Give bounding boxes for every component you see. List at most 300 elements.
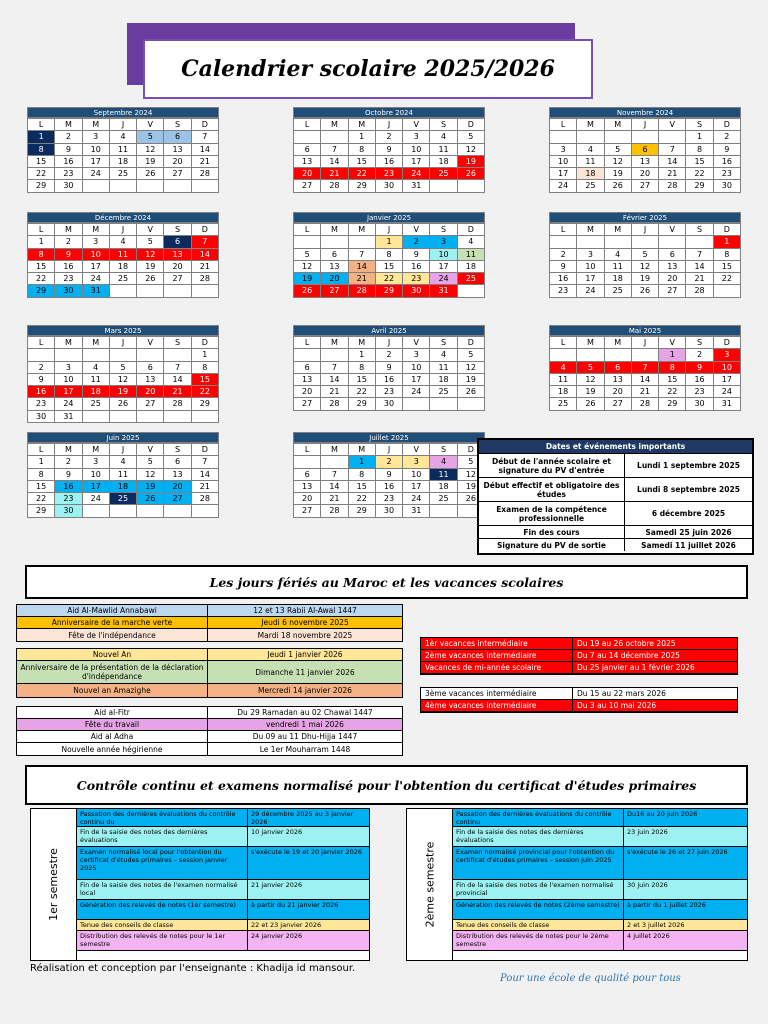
day-cell: 22	[659, 386, 686, 398]
holiday-date: Jeudi 6 novembre 2025	[208, 617, 402, 628]
day-cell	[430, 505, 457, 517]
day-cell	[137, 180, 164, 192]
weekday-header: D	[458, 224, 485, 236]
holiday-name: Nouvel An	[17, 649, 208, 660]
day-cell: 24	[714, 386, 741, 398]
day-cell: 23	[55, 168, 82, 180]
holidays-banner	[25, 565, 748, 599]
day-cell: 23	[55, 493, 82, 505]
weekday-header: L	[550, 337, 577, 349]
day-cell	[28, 349, 55, 361]
weekday-header: M	[605, 337, 632, 349]
day-cell: 25	[458, 273, 485, 285]
month-calendar	[27, 212, 219, 298]
day-cell: 19	[137, 156, 164, 168]
day-cell: 8	[686, 144, 713, 156]
day-cell: 30	[55, 180, 82, 192]
day-cell: 4	[458, 236, 485, 248]
day-cell: 12	[632, 261, 659, 273]
day-cell: 15	[349, 374, 376, 386]
day-cell: 6	[137, 362, 164, 374]
day-cell: 8	[28, 469, 55, 481]
day-cell: 11	[110, 249, 137, 261]
footer-motto: Pour une école de qualité pour tous	[500, 973, 681, 984]
weekday-header: L	[28, 337, 55, 349]
day-cell: 17	[550, 168, 577, 180]
weekday-header: M	[55, 224, 82, 236]
day-cell	[632, 131, 659, 143]
day-cell: 2	[686, 349, 713, 361]
day-cell: 19	[605, 168, 632, 180]
weekday-header: V	[137, 224, 164, 236]
exam-date: 23 juin 2026	[624, 827, 747, 846]
day-cell: 3	[55, 362, 82, 374]
exam-row	[453, 920, 747, 931]
day-cell	[294, 349, 321, 361]
vacation-dates: Du 7 au 14 décembre 2025	[577, 651, 680, 660]
holiday-row	[17, 684, 402, 697]
weekday-header: S	[430, 337, 457, 349]
day-cell: 18	[83, 386, 110, 398]
event-row	[479, 477, 752, 501]
exam-step: Fin de la saisie des notes de l'examen normalisé local	[77, 880, 248, 899]
day-cell	[605, 131, 632, 143]
day-cell: 31	[430, 285, 457, 297]
day-cell: 3	[83, 236, 110, 248]
day-cell: 8	[659, 362, 686, 374]
day-cell: 12	[137, 249, 164, 261]
day-cell: 14	[321, 374, 348, 386]
day-cell: 15	[349, 156, 376, 168]
exam-date: 4 juillet 2026	[624, 931, 747, 950]
day-cell: 23	[376, 386, 403, 398]
day-cell	[403, 398, 430, 410]
day-cell: 13	[321, 261, 348, 273]
weekday-header: L	[28, 224, 55, 236]
day-cell: 27	[294, 398, 321, 410]
weekday-header: J	[376, 119, 403, 131]
weekday-header: D	[192, 224, 219, 236]
day-cell: 1	[659, 349, 686, 361]
month-title: Novembre 2024	[549, 107, 741, 118]
day-cell: 29	[28, 505, 55, 517]
weekday-header: D	[192, 444, 219, 456]
event-row	[479, 453, 752, 477]
weekday-header: L	[28, 444, 55, 456]
weekday-header: V	[659, 119, 686, 131]
exams-banner	[25, 765, 748, 805]
weekday-header: S	[430, 444, 457, 456]
vacations-table-1	[420, 637, 738, 675]
day-cell: 12	[110, 374, 137, 386]
day-cell	[458, 398, 485, 410]
day-cell: 20	[164, 481, 191, 493]
day-cell: 12	[605, 156, 632, 168]
exam-step: Tenue des conseils de classe	[453, 920, 624, 930]
vacation-row	[421, 662, 737, 674]
day-cell: 28	[321, 180, 348, 192]
day-cell: 2	[376, 456, 403, 468]
holiday-date: Jeudi 1 janvier 2026	[208, 649, 402, 660]
day-cell	[550, 236, 577, 248]
holiday-date: 12 et 13 Rabii Al-Awal 1447	[208, 605, 402, 616]
event-date: Samedi 25 juin 2026	[645, 527, 732, 537]
day-cell: 31	[403, 180, 430, 192]
month-calendar	[27, 107, 219, 193]
day-cell: 29	[686, 180, 713, 192]
day-cell	[458, 285, 485, 297]
holiday-row	[17, 743, 402, 755]
day-cell: 8	[349, 144, 376, 156]
day-cell: 29	[28, 285, 55, 297]
day-cell	[321, 131, 348, 143]
exam-date: 10 janvier 2026	[248, 827, 369, 846]
day-cell	[137, 505, 164, 517]
day-cell: 21	[192, 481, 219, 493]
day-cell: 21	[321, 386, 348, 398]
month-day-grid	[293, 118, 485, 193]
day-cell: 19	[294, 273, 321, 285]
month-day-grid	[27, 118, 219, 193]
day-cell: 15	[28, 261, 55, 273]
day-cell: 11	[605, 261, 632, 273]
day-cell: 8	[28, 249, 55, 261]
weekday-header: L	[550, 119, 577, 131]
day-cell: 29	[192, 398, 219, 410]
weekday-header: J	[110, 444, 137, 456]
holiday-row	[17, 661, 402, 684]
exam-row	[453, 847, 747, 880]
day-cell: 16	[686, 374, 713, 386]
day-cell: 22	[349, 493, 376, 505]
month-calendar	[549, 212, 741, 298]
day-cell: 9	[376, 362, 403, 374]
day-cell: 20	[294, 386, 321, 398]
event-date: 6 décembre 2025	[651, 509, 726, 518]
day-cell	[458, 180, 485, 192]
exam-date: 24 janvier 2026	[248, 931, 369, 950]
day-cell: 4	[83, 362, 110, 374]
weekday-header: S	[686, 119, 713, 131]
holidays-table-3	[16, 706, 403, 756]
day-cell: 20	[605, 386, 632, 398]
exam-row	[453, 809, 747, 827]
day-cell: 13	[164, 249, 191, 261]
day-cell: 21	[192, 261, 219, 273]
day-cell	[321, 236, 348, 248]
day-cell: 2	[403, 236, 430, 248]
day-cell: 27	[164, 273, 191, 285]
holiday-row	[17, 649, 402, 661]
weekday-header: M	[321, 119, 348, 131]
exam-date: s'exécute le 26 et 27 juin 2026	[624, 847, 747, 879]
day-cell: 18	[550, 386, 577, 398]
vacation-dates: Du 3 au 10 mai 2026	[577, 701, 657, 710]
day-cell: 20	[659, 273, 686, 285]
day-cell: 29	[349, 398, 376, 410]
month-day-grid	[293, 223, 485, 298]
event-row	[479, 525, 752, 538]
weekday-header: D	[458, 444, 485, 456]
month-day-grid	[549, 118, 741, 193]
day-cell: 2	[550, 249, 577, 261]
semester-1-table	[30, 808, 370, 961]
day-cell: 4	[110, 456, 137, 468]
weekday-header: J	[376, 444, 403, 456]
day-cell: 3	[430, 236, 457, 248]
day-cell: 25	[550, 398, 577, 410]
day-cell: 8	[349, 469, 376, 481]
day-cell: 11	[550, 374, 577, 386]
day-cell	[349, 236, 376, 248]
day-cell: 29	[659, 398, 686, 410]
weekday-header: J	[632, 224, 659, 236]
month-day-grid	[27, 336, 219, 423]
day-cell: 28	[321, 505, 348, 517]
day-cell	[83, 180, 110, 192]
exam-step: Génération des relevés de notes (1er semestre)	[77, 900, 248, 919]
event-date: Samedi 11 juillet 2026	[641, 540, 736, 550]
day-cell: 9	[403, 249, 430, 261]
day-cell: 8	[349, 362, 376, 374]
exam-date: 30 juin 2026	[624, 880, 747, 899]
day-cell: 19	[458, 156, 485, 168]
day-cell: 5	[137, 456, 164, 468]
day-cell	[550, 349, 577, 361]
event-label: Examen de la compétence professionnelle	[479, 502, 625, 525]
holidays-table-2	[16, 648, 403, 698]
day-cell: 11	[83, 374, 110, 386]
exam-row	[77, 931, 369, 951]
day-cell: 6	[321, 249, 348, 261]
exam-step: Fin de la saisie des notes des dernières évaluations	[453, 827, 624, 846]
event-row	[479, 538, 752, 551]
day-cell: 15	[192, 374, 219, 386]
day-cell: 28	[632, 398, 659, 410]
day-cell: 14	[164, 374, 191, 386]
day-cell: 9	[686, 362, 713, 374]
day-cell: 1	[349, 456, 376, 468]
day-cell: 25	[430, 168, 457, 180]
exam-step: Examen normalisé local pour l'obtention du certificat d'études primaires – session janvier 2025	[77, 847, 248, 879]
holiday-row	[17, 605, 402, 617]
exam-row	[453, 827, 747, 847]
day-cell: 24	[403, 168, 430, 180]
day-cell: 17	[403, 481, 430, 493]
weekday-header: M	[83, 224, 110, 236]
weekday-header: D	[714, 337, 741, 349]
month-title: Juin 2025	[27, 432, 219, 443]
month-title: Février 2025	[549, 212, 741, 223]
day-cell: 31	[403, 505, 430, 517]
day-cell	[55, 349, 82, 361]
day-cell: 18	[110, 481, 137, 493]
day-cell: 7	[164, 362, 191, 374]
month-calendar	[549, 325, 741, 411]
day-cell: 7	[192, 236, 219, 248]
day-cell: 26	[137, 273, 164, 285]
day-cell: 10	[83, 249, 110, 261]
day-cell: 1	[714, 236, 741, 248]
exam-step: Fin de la saisie des notes de l'examen normalisé provincial	[453, 880, 624, 899]
weekday-header: L	[294, 337, 321, 349]
day-cell: 19	[577, 386, 604, 398]
day-cell: 8	[192, 362, 219, 374]
month-title: Décembre 2024	[27, 212, 219, 223]
day-cell: 31	[83, 285, 110, 297]
day-cell: 21	[659, 168, 686, 180]
holiday-name: Aid Al-Mawlid Annabawi	[17, 605, 208, 616]
day-cell: 28	[321, 398, 348, 410]
holiday-name: Fête de l'indépendance	[17, 629, 208, 641]
day-cell	[430, 398, 457, 410]
day-cell: 16	[28, 386, 55, 398]
day-cell: 28	[192, 273, 219, 285]
day-cell: 22	[192, 386, 219, 398]
day-cell	[550, 131, 577, 143]
day-cell: 20	[137, 386, 164, 398]
day-cell: 16	[55, 261, 82, 273]
month-day-grid	[27, 223, 219, 298]
day-cell: 26	[294, 285, 321, 297]
day-cell: 14	[686, 261, 713, 273]
exam-row	[453, 931, 747, 951]
day-cell: 11	[430, 469, 457, 481]
weekday-header: L	[294, 444, 321, 456]
day-cell: 13	[164, 469, 191, 481]
day-cell: 16	[376, 374, 403, 386]
exam-step: Distribution des relevés de notes pour le 1er semestre	[77, 931, 248, 950]
weekday-header: M	[55, 444, 82, 456]
day-cell	[164, 349, 191, 361]
exam-date: s'exécute le 19 et 20 janvier 2026	[248, 847, 369, 879]
month-title: Octobre 2024	[293, 107, 485, 118]
day-cell: 5	[458, 131, 485, 143]
day-cell: 13	[659, 261, 686, 273]
holiday-row	[17, 719, 402, 731]
day-cell: 5	[458, 456, 485, 468]
title-box	[143, 39, 593, 99]
day-cell: 24	[403, 386, 430, 398]
weekday-header: J	[110, 119, 137, 131]
day-cell: 18	[577, 168, 604, 180]
holiday-row	[17, 731, 402, 743]
day-cell: 9	[55, 249, 82, 261]
day-cell	[294, 236, 321, 248]
day-cell: 20	[321, 273, 348, 285]
day-cell: 2	[376, 131, 403, 143]
weekday-header: V	[137, 444, 164, 456]
day-cell: 4	[550, 362, 577, 374]
day-cell: 18	[430, 156, 457, 168]
day-cell	[192, 285, 219, 297]
day-cell: 25	[83, 398, 110, 410]
vacation-name: 4ème vacances intermédiaire	[421, 700, 573, 711]
weekday-header: V	[137, 337, 164, 349]
day-cell: 7	[192, 131, 219, 143]
day-cell: 23	[28, 398, 55, 410]
vacation-row	[421, 688, 737, 700]
month-title: Juillet 2025	[293, 432, 485, 443]
day-cell: 7	[321, 144, 348, 156]
weekday-header: M	[349, 224, 376, 236]
day-cell: 12	[458, 469, 485, 481]
day-cell: 25	[430, 386, 457, 398]
day-cell: 24	[550, 180, 577, 192]
day-cell: 10	[403, 469, 430, 481]
month-title: Mai 2025	[549, 325, 741, 336]
day-cell	[659, 236, 686, 248]
month-day-grid	[293, 336, 485, 411]
vacation-name: 2ème vacances intermédiaire	[421, 650, 573, 661]
day-cell: 13	[605, 374, 632, 386]
day-cell: 3	[83, 456, 110, 468]
event-label: Début effectif et obligatoire des études	[479, 478, 625, 501]
exam-date: à partir du 1 juillet 2026	[624, 900, 747, 919]
day-cell: 9	[376, 469, 403, 481]
weekday-header: M	[349, 444, 376, 456]
day-cell: 28	[659, 180, 686, 192]
day-cell: 1	[28, 131, 55, 143]
day-cell: 18	[458, 261, 485, 273]
month-calendar	[27, 432, 219, 518]
month-day-grid	[293, 443, 485, 518]
day-cell: 19	[137, 481, 164, 493]
day-cell: 10	[550, 156, 577, 168]
day-cell: 5	[137, 131, 164, 143]
day-cell: 13	[294, 374, 321, 386]
holiday-row	[17, 707, 402, 719]
day-cell: 28	[164, 398, 191, 410]
day-cell: 6	[164, 236, 191, 248]
weekday-header: D	[714, 119, 741, 131]
day-cell: 5	[137, 236, 164, 248]
day-cell: 16	[403, 261, 430, 273]
exam-row	[77, 827, 369, 847]
day-cell: 4	[605, 249, 632, 261]
day-cell: 30	[55, 505, 82, 517]
weekday-header: S	[164, 444, 191, 456]
day-cell: 27	[321, 285, 348, 297]
day-cell: 11	[430, 362, 457, 374]
holidays-table-1	[16, 604, 403, 642]
day-cell: 3	[403, 349, 430, 361]
event-row	[479, 501, 752, 525]
day-cell: 29	[349, 505, 376, 517]
day-cell	[110, 180, 137, 192]
weekday-header: V	[403, 337, 430, 349]
weekday-header: M	[55, 337, 82, 349]
day-cell: 15	[28, 156, 55, 168]
day-cell: 24	[83, 493, 110, 505]
day-cell: 12	[458, 362, 485, 374]
day-cell: 13	[632, 156, 659, 168]
day-cell: 26	[137, 493, 164, 505]
weekday-header: M	[349, 119, 376, 131]
weekday-header: M	[83, 444, 110, 456]
day-cell	[294, 456, 321, 468]
day-cell: 20	[294, 493, 321, 505]
day-cell: 7	[321, 469, 348, 481]
weekday-header: V	[403, 224, 430, 236]
vacation-dates: Du 19 au 26 octobre 2025	[577, 639, 676, 648]
day-cell: 17	[430, 261, 457, 273]
day-cell: 10	[714, 362, 741, 374]
month-title: Janvier 2025	[293, 212, 485, 223]
weekday-header: V	[137, 119, 164, 131]
day-cell: 17	[83, 156, 110, 168]
day-cell	[632, 236, 659, 248]
